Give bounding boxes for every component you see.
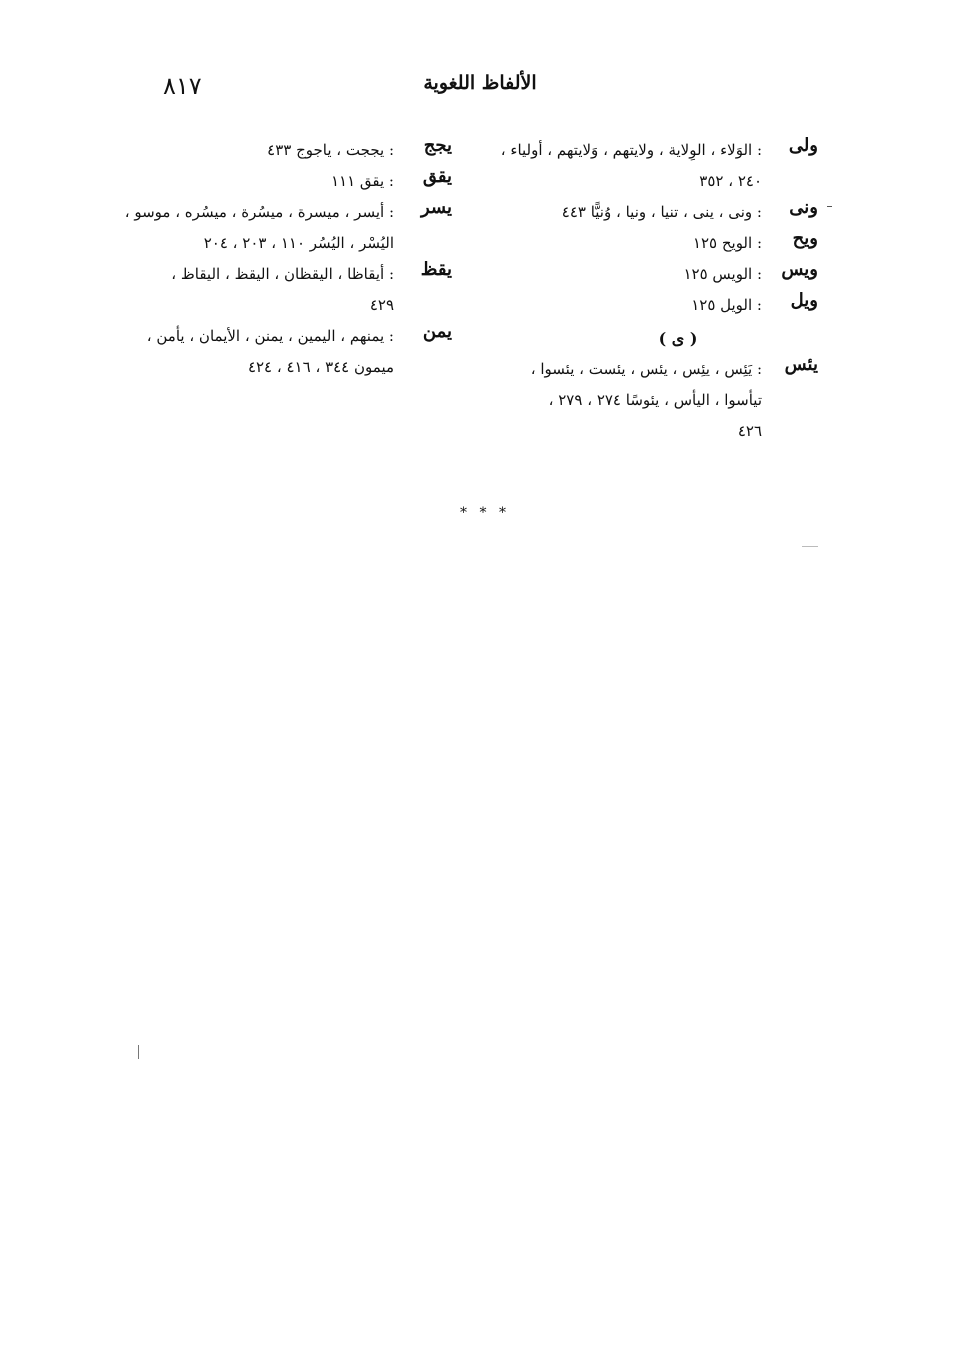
entry-line: اليُسْر ، اليُسُر ١١٠ ، ٢٠٣ ، ٢٠٤ (203, 234, 394, 252)
index-entry (498, 290, 818, 321)
stray-mark (138, 1045, 139, 1059)
entry-line: : أيقاظا ، اليقظان ، اليقظ ، اليقاظ ، (171, 265, 394, 283)
stray-dot (827, 206, 832, 207)
index-entry (142, 135, 452, 166)
entry-line: ميمون ٣٤٤ ، ٤١٦ ، ٤٢٤ (247, 358, 394, 376)
running-title: الألفاظ اللغوية (423, 72, 537, 94)
entry-definition (124, 197, 394, 259)
entry-line: ٤٢٦ (737, 422, 762, 440)
index-entry (142, 166, 452, 197)
index-entry (142, 259, 452, 321)
entry-definition (142, 166, 394, 197)
entry-line: : الويح ١٢٥ (692, 234, 762, 252)
entry-root: يسر (421, 197, 452, 218)
index-entry (498, 354, 818, 447)
entry-line: تيأسوا ، اليأس ، يئوسًا ٢٧٤ ، ٢٧٩ ، (548, 391, 762, 409)
entry-root: ويل (790, 290, 818, 311)
entry-line: : يَئِس ، يئِس ، يئس ، يئست ، يئسوا ، (530, 360, 762, 378)
entry-root: ونى (789, 197, 818, 218)
entry-line: : الويس ١٢٥ (683, 265, 762, 283)
page-number: ٨١٧ (163, 72, 202, 100)
entry-line: ٢٤٠ ، ٣٥٢ (699, 172, 762, 190)
entry-line: : ونى ، ينى ، تنيا ، ونيا ، وُنيًّا ٤٤٣ (561, 203, 762, 221)
entry-line: : يمنهم ، اليمين ، يمنن ، الأيمان ، يأمن ، (146, 327, 394, 345)
entry-definition (498, 228, 762, 259)
entry-definition (498, 290, 762, 321)
entry-definition (142, 321, 394, 383)
entry-line: : الويل ١٢٥ (691, 296, 762, 314)
section-letter-ya: ( ى ) (658, 329, 698, 348)
index-entry (498, 228, 818, 259)
entry-definition (142, 135, 394, 166)
index-entry (498, 135, 818, 197)
entry-root: ويس (781, 259, 818, 280)
section-end-separator: * * * (460, 505, 510, 521)
index-entry (124, 197, 452, 259)
entry-line: : يقق ١١١ (330, 172, 394, 190)
entry-root: يقق (422, 166, 452, 187)
stray-dash (802, 546, 818, 547)
entry-definition (498, 259, 762, 290)
entry-line: : الوَلاء ، الوِلاية ، ولايتهم ، وَلايتهم ، أولياء ، (500, 141, 762, 159)
entry-definition (498, 354, 762, 447)
index-entry (498, 259, 818, 290)
entry-root: ويح (792, 228, 818, 249)
entry-line: : أيسر ، ميسرة ، ميسُرة ، ميسُره ، موسو ، (124, 203, 394, 221)
entry-root: يئس (784, 354, 818, 375)
index-entry (142, 321, 452, 383)
entry-line: : يججت ، ياجوج ٤٣٣ (267, 141, 394, 159)
index-entry (498, 197, 818, 228)
index-column-left (124, 135, 452, 383)
entry-definition (498, 135, 762, 197)
entry-line: ٤٢٩ (369, 296, 394, 314)
entry-root: يقظ (420, 259, 452, 280)
entry-root: يمن (422, 321, 452, 342)
entry-definition (142, 259, 394, 321)
entry-root: يجج (423, 135, 452, 156)
entry-definition (498, 197, 762, 228)
index-column-right (498, 135, 818, 447)
entry-root: ولى (788, 135, 818, 156)
